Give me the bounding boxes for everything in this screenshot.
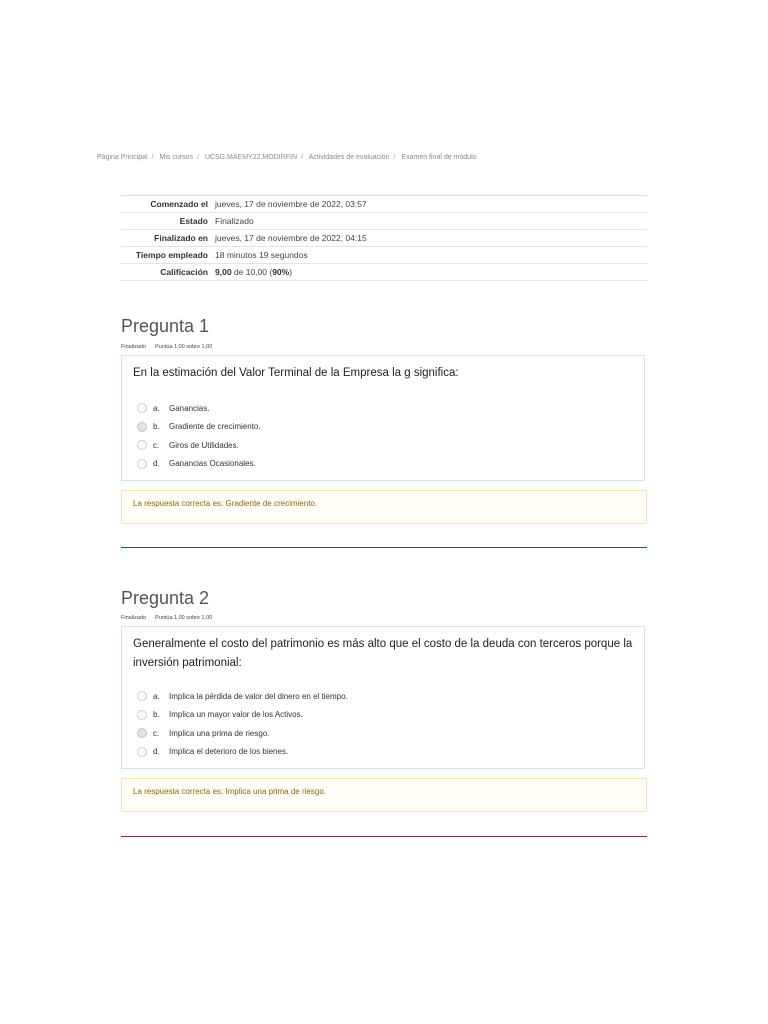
radio-button[interactable] <box>137 710 147 720</box>
question-2-title: Pregunta 2 <box>121 588 210 608</box>
radio-button[interactable] <box>137 440 147 450</box>
question-1-feedback: La respuesta correcta es: Gradiente de crecimiento. <box>121 490 647 524</box>
summary-label: Calificación <box>160 267 208 277</box>
question-divider <box>121 836 647 837</box>
question-text: Generalmente el costo del patrimonio es más alto que el costo de la deuda con terceros porque la inversión patrimonial: <box>133 638 633 669</box>
option-letter: c. <box>153 440 160 450</box>
answer-option[interactable] <box>137 706 644 725</box>
summary-value: 18 minutos 19 segundos <box>215 250 308 260</box>
answer-option[interactable] <box>137 436 644 455</box>
option-text: Implica la pérdida de valor del dinero en el tiempo. <box>169 691 348 701</box>
question-2-box <box>121 626 645 769</box>
summary-row-started <box>121 196 647 213</box>
radio-button[interactable] <box>137 691 147 701</box>
option-letter: c. <box>153 728 160 738</box>
question-1-info <box>121 344 221 350</box>
answer-options <box>137 399 644 473</box>
option-text: Implica una prima de riesgo. <box>169 728 270 738</box>
radio-button[interactable] <box>137 459 147 469</box>
question-text: En la estimación del Valor Terminal de la Empresa la g significa: <box>133 367 459 379</box>
summary-row-state <box>121 213 647 230</box>
grade-percent: 90% <box>272 267 290 277</box>
option-text: Ganancias. <box>169 403 210 413</box>
answer-option[interactable] <box>137 418 644 437</box>
radio-button[interactable] <box>137 747 147 757</box>
radio-button[interactable] <box>137 403 147 413</box>
breadcrumb-exam[interactable]: Examen final de módulo <box>401 154 477 161</box>
option-letter: b. <box>153 710 160 720</box>
breadcrumb: Página Principal / Mis cursos / UCSG.MAEMY22.MODIRFIN / Actividades de evaluación / Examen final de módulo <box>97 154 477 161</box>
grade-close: ) <box>289 267 293 277</box>
summary-label: Finalizado en <box>154 233 208 243</box>
grade-score: 9,00 <box>215 267 232 277</box>
question-2-feedback: La respuesta correcta es: Implica una prima de riesgo. <box>121 778 647 812</box>
option-letter: a. <box>153 691 160 701</box>
breadcrumb-activities[interactable]: Actividades de evaluación <box>308 154 390 161</box>
summary-value: jueves, 17 de noviembre de 2022, 04:15 <box>215 233 367 243</box>
summary-label: Comenzado el <box>150 199 208 209</box>
summary-row-finished <box>121 230 647 247</box>
question-2-info <box>121 615 221 621</box>
question-1-title: Pregunta 1 <box>121 316 210 336</box>
summary-row-grade <box>121 264 647 281</box>
grade-out-of: de 10,00 ( <box>231 267 273 277</box>
attempt-summary <box>121 195 647 281</box>
summary-row-time-taken <box>121 247 647 264</box>
option-text: Implica el deterioro de los bienes. <box>169 747 289 757</box>
summary-label: Estado <box>179 216 208 226</box>
grade-value <box>215 267 292 277</box>
question-state: Finalizado <box>121 344 147 350</box>
answer-option[interactable] <box>137 743 644 762</box>
option-letter: b. <box>153 422 160 432</box>
question-divider <box>121 547 647 548</box>
radio-button-selected[interactable] <box>137 728 147 738</box>
option-text: Giros de Utilidades. <box>169 440 239 450</box>
answer-options <box>137 687 644 761</box>
breadcrumb-course[interactable]: UCSG.MAEMY22.MODIRFIN <box>204 154 298 161</box>
option-text: Implica un mayor valor de los Activos. <box>169 710 303 720</box>
option-letter: d. <box>153 747 160 757</box>
option-text: Ganancias Ocasionales. <box>169 459 256 469</box>
answer-option[interactable] <box>137 455 644 474</box>
summary-value: Finalizado <box>215 216 254 226</box>
radio-button-selected[interactable] <box>137 422 147 432</box>
breadcrumb-home[interactable]: Página Principal <box>97 154 148 161</box>
option-text: Gradiente de crecimiento. <box>169 422 261 432</box>
question-state: Finalizado <box>121 615 147 621</box>
option-letter: d. <box>153 459 160 469</box>
answer-option[interactable] <box>137 724 644 743</box>
question-grade: Puntúa 1,00 sobre 1,00 <box>155 344 213 350</box>
breadcrumb-my-courses[interactable]: Mis cursos <box>159 154 193 161</box>
answer-option[interactable] <box>137 687 644 706</box>
option-letter: a. <box>153 403 160 413</box>
question-1-box <box>121 355 645 481</box>
summary-value: jueves, 17 de noviembre de 2022, 03:57 <box>215 199 367 209</box>
summary-label: Tiempo empleado <box>135 250 208 260</box>
question-grade: Puntúa 1,00 sobre 1,00 <box>155 615 213 621</box>
answer-option[interactable] <box>137 399 644 418</box>
